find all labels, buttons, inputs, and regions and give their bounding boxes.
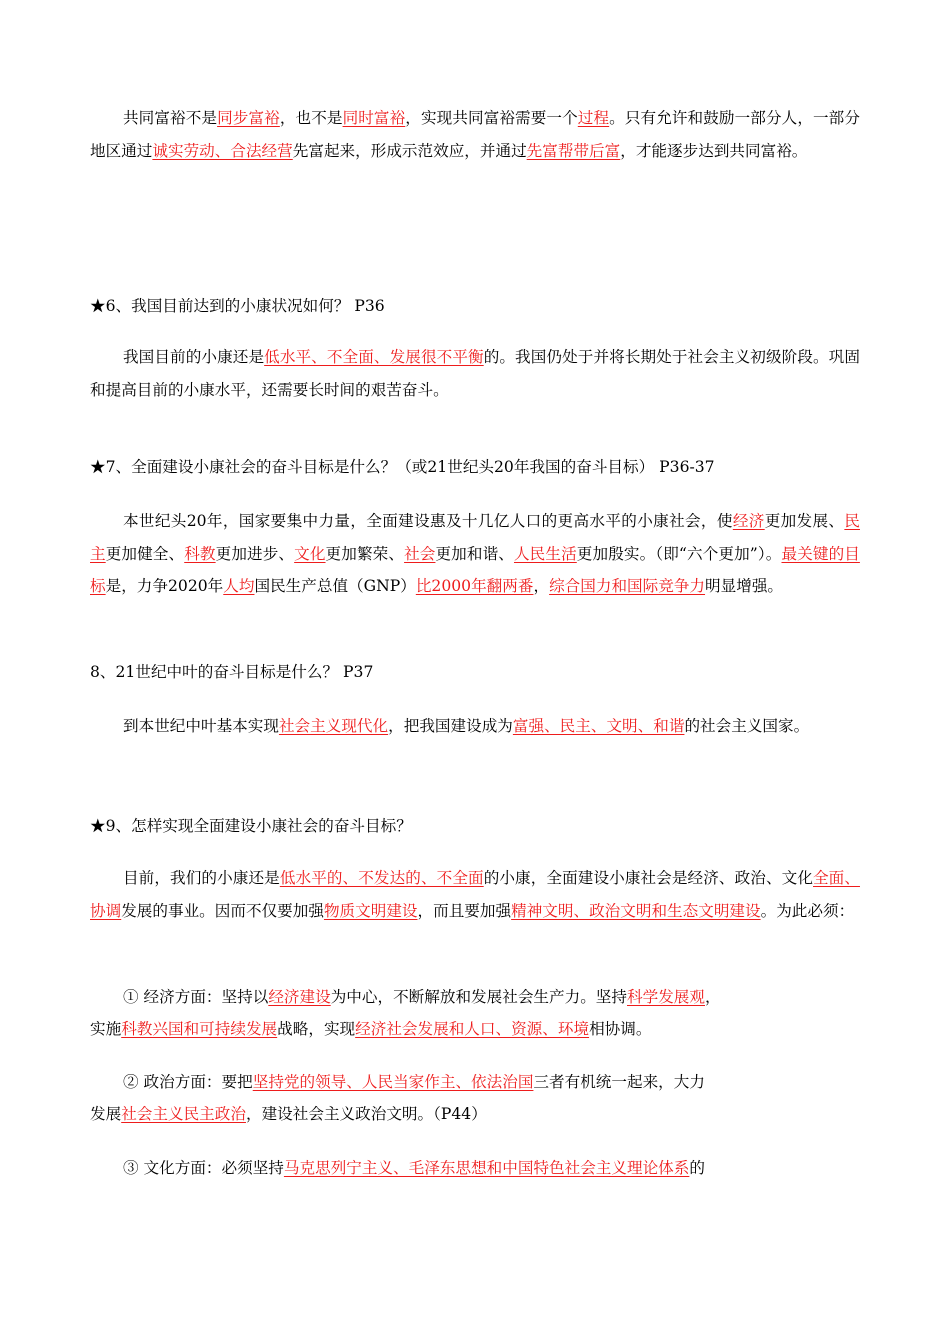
text-span: 更加发展、 [764,512,845,530]
answer-8-paragraph [90,710,860,743]
paragraph-common-prosperity [90,102,860,167]
answer-7-paragraph [90,505,860,603]
highlight-term: 民主 [90,512,860,563]
highlight-term: 社会主义民主政治 [121,1105,246,1123]
text-span: ，建设社会主义政治文明。（P44） [245,1105,487,1123]
question-7-title: ★7、全面建设小康社会的奋斗目标是什么？（或21世纪头20年我国的奋斗目标） P36-37 [90,458,715,476]
text-span: ，也不是 [279,109,343,127]
text-span: ，而且要加强 [417,901,512,920]
text-span: 的小康，全面建设小康社会是经济、政治、文化 [483,869,813,887]
highlight-term: 富强、民主、文明、和谐 [512,717,685,735]
text-span: 明显增强。 [705,577,784,595]
text-span: ， [704,988,721,1006]
highlight-term: 科学发展观 [627,988,705,1006]
question-6-title: ★6、我国目前达到的小康状况如何？ P36 [90,297,385,315]
highlight-term: 精神文明、政治文明和生态文明建设 [511,901,761,920]
text-span: 到本世纪中叶基本实现 [123,717,279,735]
culture-line-1 [90,1152,903,1185]
text-span: 三者有机统一起来，大力 [533,1073,705,1091]
highlight-term: 物质文明建设 [323,901,418,920]
highlight-term: 科教 [184,544,216,563]
highlight-term: 经济建设 [268,988,331,1006]
highlight-term: 低水平的、不发达的、不全面 [279,869,484,887]
highlight-term: 人民生活 [513,544,577,563]
highlight-term: 人均 [223,577,255,595]
text-span: 更加繁荣、 [325,544,405,563]
highlight-term: 综合国力和国际竞争力 [549,577,706,595]
highlight-term: 全面、协调 [90,869,860,920]
text-span: 目前，我们的小康还是 [123,869,280,887]
politics-line-1 [90,1066,903,1099]
text-span: 国民生产总值（GNP） [254,577,416,595]
text-span: 本世纪头20年，国家要集中力量，全面建设惠及十几亿人口的更高水平的小康社会，使 [123,512,733,530]
highlight-term: 比2000年翻两番 [415,577,534,595]
text-span: 是，力争2020年 [105,577,224,595]
text-span: 更加健全、 [105,544,185,563]
highlight-term: 坚持党的领导、人民当家作主、依法治国 [252,1073,534,1091]
text-span: 。为此必须： [760,901,855,920]
highlight-term: 社会 [404,544,436,563]
highlight-term: 低水平、不全面、发展很不平衡 [264,348,484,366]
text-span: 的。我国仍处于并将长期处于社会主义初级阶段。巩固和提高目前的小康水平，还需要长时间的艰苦奋斗。 [90,348,860,399]
economy-line-1 [90,981,903,1014]
text-span: 更加殷实。（即“六个更加”）。 [576,544,782,563]
text-span: ， [533,577,550,595]
text-span: 相协调。 [589,1020,652,1038]
text-span: 的 [689,1159,705,1177]
text-span: 更加进步、 [215,544,295,563]
highlight-term: 诚实劳动、合法经营 [152,141,293,160]
highlight-term: 先富帮带后富 [526,141,621,160]
answer-9-paragraph [90,862,860,927]
text-span: ，才能逐步达到共同富裕。 [620,141,808,160]
answer-6-paragraph [90,341,860,406]
text-span: ，把我国建设成为 [388,717,513,735]
highlight-term: 社会主义现代化 [278,717,389,735]
text-span: 共同富裕不是 [123,109,218,127]
text-span: ，实现共同富裕需要一个 [405,109,578,127]
text-span: ② 政治方面：要把 [123,1073,253,1091]
highlight-term: 同时富裕 [342,109,406,127]
text-span: 为中心，不断解放和发展社会生产力。坚持 [330,988,627,1006]
question-8-title: 8、21世纪中叶的奋斗目标是什么？ P37 [90,663,374,681]
highlight-term: 经济 [732,512,765,530]
text-span: 发展的事业。因而不仅要加强 [121,901,324,920]
text-span: 我国目前的小康还是 [123,348,265,366]
economy-line-2 [90,1013,870,1046]
highlight-term: 马克思列宁主义、毛泽东思想和中国特色社会主义理论体系 [283,1159,690,1177]
highlight-term: 最关键的目标 [90,544,860,595]
text-span: ③ 文化方面：必须坚持 [123,1159,284,1177]
highlight-term: 同步富裕 [217,109,280,127]
highlight-term: 文化 [294,544,326,563]
text-span: ① 经济方面：坚持以 [123,988,269,1006]
question-9-title: ★9、怎样实现全面建设小康社会的奋斗目标？ [90,817,412,835]
highlight-term: 经济社会发展和人口、资源、环境 [355,1020,590,1038]
politics-line-2 [90,1098,870,1131]
text-span: 。只有允许和鼓励一部分人，一部分地区通过 [90,109,860,160]
text-span: 战略，实现 [277,1020,356,1038]
text-span: 更加和谐、 [435,544,514,563]
highlight-term: 科教兴国和可持续发展 [121,1020,278,1038]
text-span: 发展 [90,1105,122,1123]
text-span: 先富起来，形成示范效应，并通过 [292,141,527,160]
highlight-term: 过程 [577,109,610,127]
text-span: 实施 [90,1020,122,1038]
text-span: 的社会主义国家。 [684,717,810,735]
